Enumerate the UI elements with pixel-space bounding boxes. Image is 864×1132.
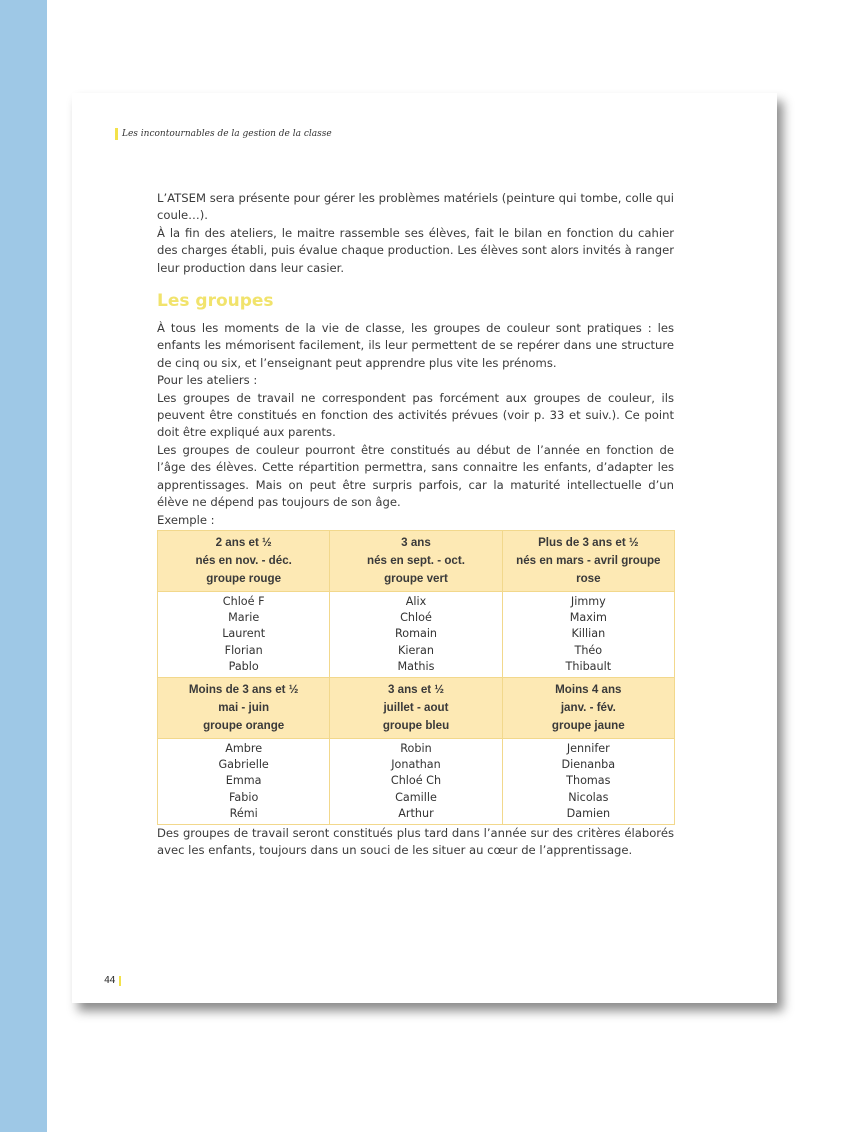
header-line: 3 ans et ½ [387,682,445,696]
table-header-row [158,530,675,591]
section-paragraph-4: Les groupes de couleur pourront être constitués au début de l’année en fonction de l’âge des élèves. Cette répartition permettra, sans connaitre les enfants, d’adapter les apprentissages. Mais on peut être surpris parfois, car la maturité intellectuelle d’un élève ne dépend pas toujours de son âge. [157,442,674,510]
book-page [72,93,777,1003]
section-paragraph-1: À tous les moments de la vie de classe, les groupes de couleur sont pratiques : les enfants les mémorisent facilement, ils leur permettent de se repérer dans une structure de cinq ou six, et l’enseignant peut apprendre plus vite les prénoms. [157,321,674,370]
child-name: Fabio [229,790,259,804]
header-line: groupe vert [384,571,448,585]
child-name: Maxim [569,611,607,625]
names-cell [330,591,502,677]
child-name: Chloé F [222,594,265,608]
header-line: nés en sept. - oct. [367,553,465,567]
table-header-cell [502,677,674,738]
names-cell [158,591,330,677]
groups-table [157,530,675,825]
header-line: Plus de 3 ans et ½ [538,535,639,549]
child-name: Alix [405,594,427,608]
section-paragraph-2: Pour les ateliers : [157,373,258,388]
child-name: Nicolas [568,790,609,804]
child-name: Rémi [229,806,258,820]
header-line: groupe orange [203,718,285,732]
child-name: Arthur [398,806,434,820]
page-folio [104,975,121,986]
running-head-text: Les incontournables de la gestion de la classe [122,129,332,139]
table-row [158,738,675,824]
child-name: Kieran [398,643,434,657]
child-name: Camille [395,790,437,804]
page-number: 44 [104,975,116,986]
table-header-cell [158,677,330,738]
header-line: groupe jaune [551,718,625,732]
child-name: Laurent [222,627,266,641]
child-name: Théo [574,643,603,657]
header-line: janv. - fév. [560,700,616,714]
child-name: Chloé Ch [390,774,442,788]
table-header-cell [502,530,674,591]
left-blue-band [0,0,47,1132]
section-paragraph-3: Les groupes de travail ne correspondent pas forcément aux groupes de couleur, ils peuvent être constitués en fonction des activités prévues (voir p. 33 et suiv.). Ce point doit être expliqué aux parents. [157,390,674,440]
folio-marker [119,976,121,986]
header-line: mai - juin [218,700,270,714]
child-name: Florian [224,643,263,657]
header-line: nés en mars - avril groupe [516,553,661,567]
header-line: 3 ans [401,535,431,549]
child-name: Robin [400,741,432,755]
example-label: Exemple : [157,512,215,527]
table-header-cell [330,530,502,591]
header-line: juillet - aout [383,700,449,714]
table-row [158,591,675,677]
running-head-marker [115,128,118,140]
child-name: Marie [228,611,260,625]
child-name: Gabrielle [218,758,269,772]
header-line: groupe rouge [206,571,282,585]
child-name: Jonathan [391,758,441,772]
header-line: Moins de 3 ans et ½ [188,682,299,696]
names-cell [502,738,674,824]
table-header-cell [330,677,502,738]
running-head [115,127,332,141]
child-name: Romain [394,627,438,641]
header-line: 2 ans et ½ [215,535,272,549]
table-header-cell [158,530,330,591]
child-name: Killian [571,627,606,641]
child-name: Mathis [397,659,435,673]
page-content [157,190,674,860]
header-line: nés en nov. - déc. [195,553,292,567]
header-line: groupe bleu [382,718,450,732]
child-name: Chloé [400,611,432,625]
child-name: Jennifer [566,741,610,755]
names-cell [330,738,502,824]
child-name: Pablo [228,659,259,673]
child-name: Emma [225,774,262,788]
child-name: Damien [566,806,611,820]
closing-paragraph: Des groupes de travail seront constitués plus tard dans l’année sur des critères élaborés avec les enfants, toujours dans un souci de les situer au cœur de l’apprentissage. [157,825,674,858]
intro-paragraph-2: À la fin des ateliers, le maitre rassemble ses élèves, fait le bilan en fonction du cahier des charges établi, puis évalue chaque production. Les élèves sont alors invités à ranger leur production dans leur casier. [157,225,674,275]
names-cell [158,738,330,824]
child-name: Thibault [565,659,612,673]
table-header-row [158,677,675,738]
child-name: Thomas [566,774,611,788]
child-name: Ambre [225,741,263,755]
section-title: Les groupes [157,291,274,312]
header-line: Moins 4 ans [555,682,622,696]
header-line: rose [576,571,601,585]
child-name: Jimmy [570,594,606,608]
intro-paragraph-1: L’ATSEM sera présente pour gérer les problèmes matériels (peinture qui tombe, colle qui coule…). [157,191,674,223]
names-cell [502,591,674,677]
child-name: Dienanba [561,758,616,772]
